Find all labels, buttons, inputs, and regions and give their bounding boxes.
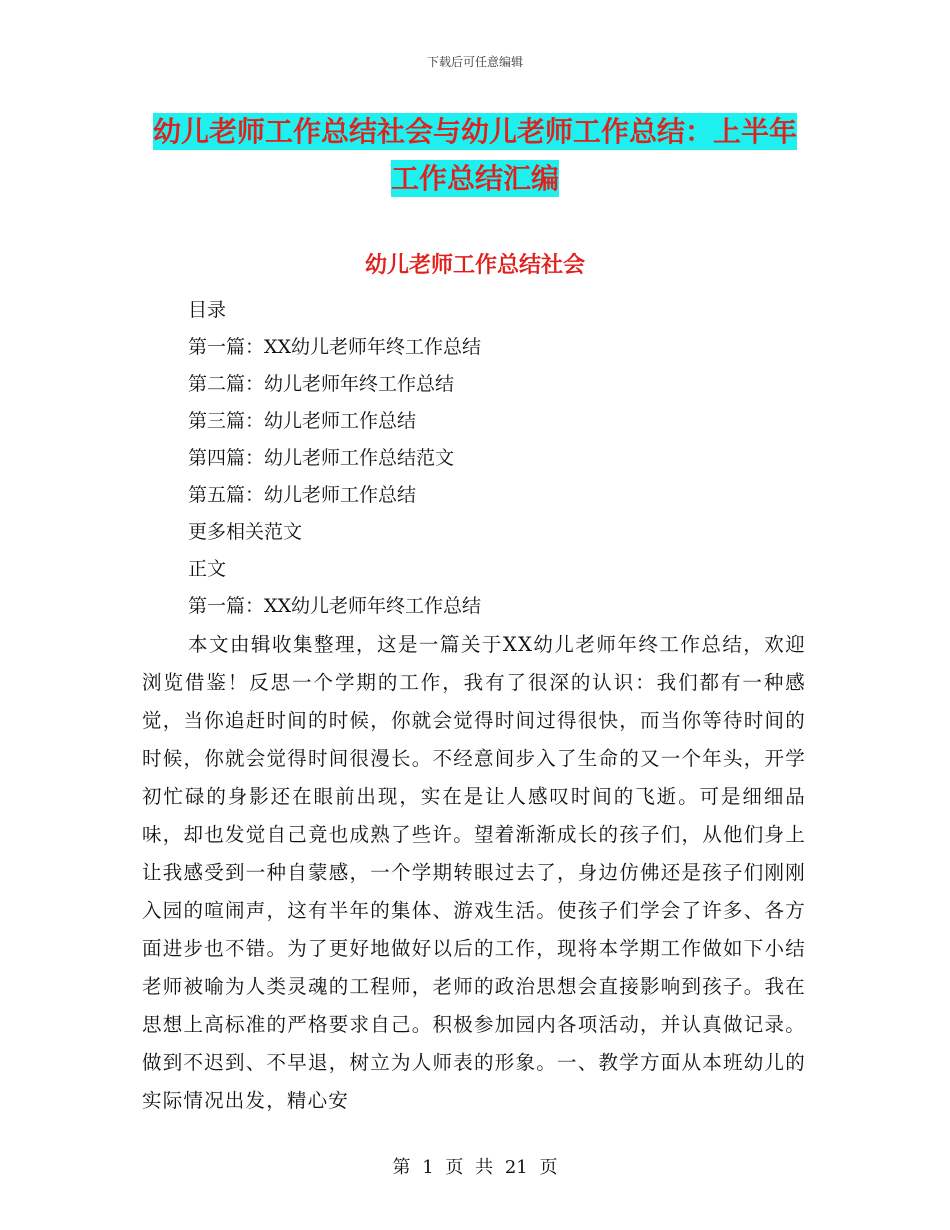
chapter-heading: 第一篇：XX幼儿老师年终工作总结: [188, 595, 482, 617]
body-heading: 正文: [188, 558, 227, 580]
header-note: 下载后可任意编辑: [426, 55, 523, 69]
toc-item: 第五篇：幼儿老师工作总结: [188, 484, 417, 506]
toc-item: 第四篇：幼儿老师工作总结范文: [188, 447, 455, 469]
toc-item: 第二篇：幼儿老师年终工作总结: [188, 373, 455, 395]
document-title: [150, 108, 800, 202]
toc-item: 第三篇：幼儿老师工作总结: [188, 410, 417, 432]
section-title: 幼儿老师工作总结社会: [364, 253, 585, 278]
toc-item: 更多相关范文: [188, 521, 303, 543]
body-paragraph: 本文由辑收集整理，这是一篇关于XX幼儿老师年终工作总结，欢迎浏览借鉴！反思一个学期的工作，我有了很深的认识：我们都有一种感觉，当你追赶时间的时候，你就会觉得时间过得很快，而当你等待时间的时候，你就会觉得时间很漫长。不经意间步入了生命的又一个年头，开学初忙碌的身影还在眼前出现，实在是让人感叹时间的飞逝。可是细细品味，却也发觉自己竟也成熟了些许。望着渐渐成长的孩子们，从他们身上让我感受到一种自蒙感，一个学期转眼过去了，身边仿佛还是孩子们刚刚入园的喧闹声，这有半年的集体、游戏生活。使孩子们学会了许多、各方面进步也不错。为了更好地做好以后的工作，现将本学期工作做如下小结老师被喻为人类灵魂的工程师，老师的政治思想会直接影响到孩子。我在思想上高标准的严格要求自己。积极参加园内各项活动，并认真做记录。做到不迟到、不早退，树立为人师表的形象。一、教学方面从本班幼儿的实际情况出发，精心安: [142, 633, 806, 1112]
toc-heading: 目录: [188, 299, 227, 321]
toc-item: 第一篇：XX幼儿老师年终工作总结: [188, 336, 482, 358]
document-title-text: 幼儿老师工作总结社会与幼儿老师工作总结：上半年工作总结汇编: [152, 115, 797, 195]
table-of-contents: [188, 292, 788, 625]
page-footer: 第 1 页 共 21 页: [392, 1157, 558, 1178]
